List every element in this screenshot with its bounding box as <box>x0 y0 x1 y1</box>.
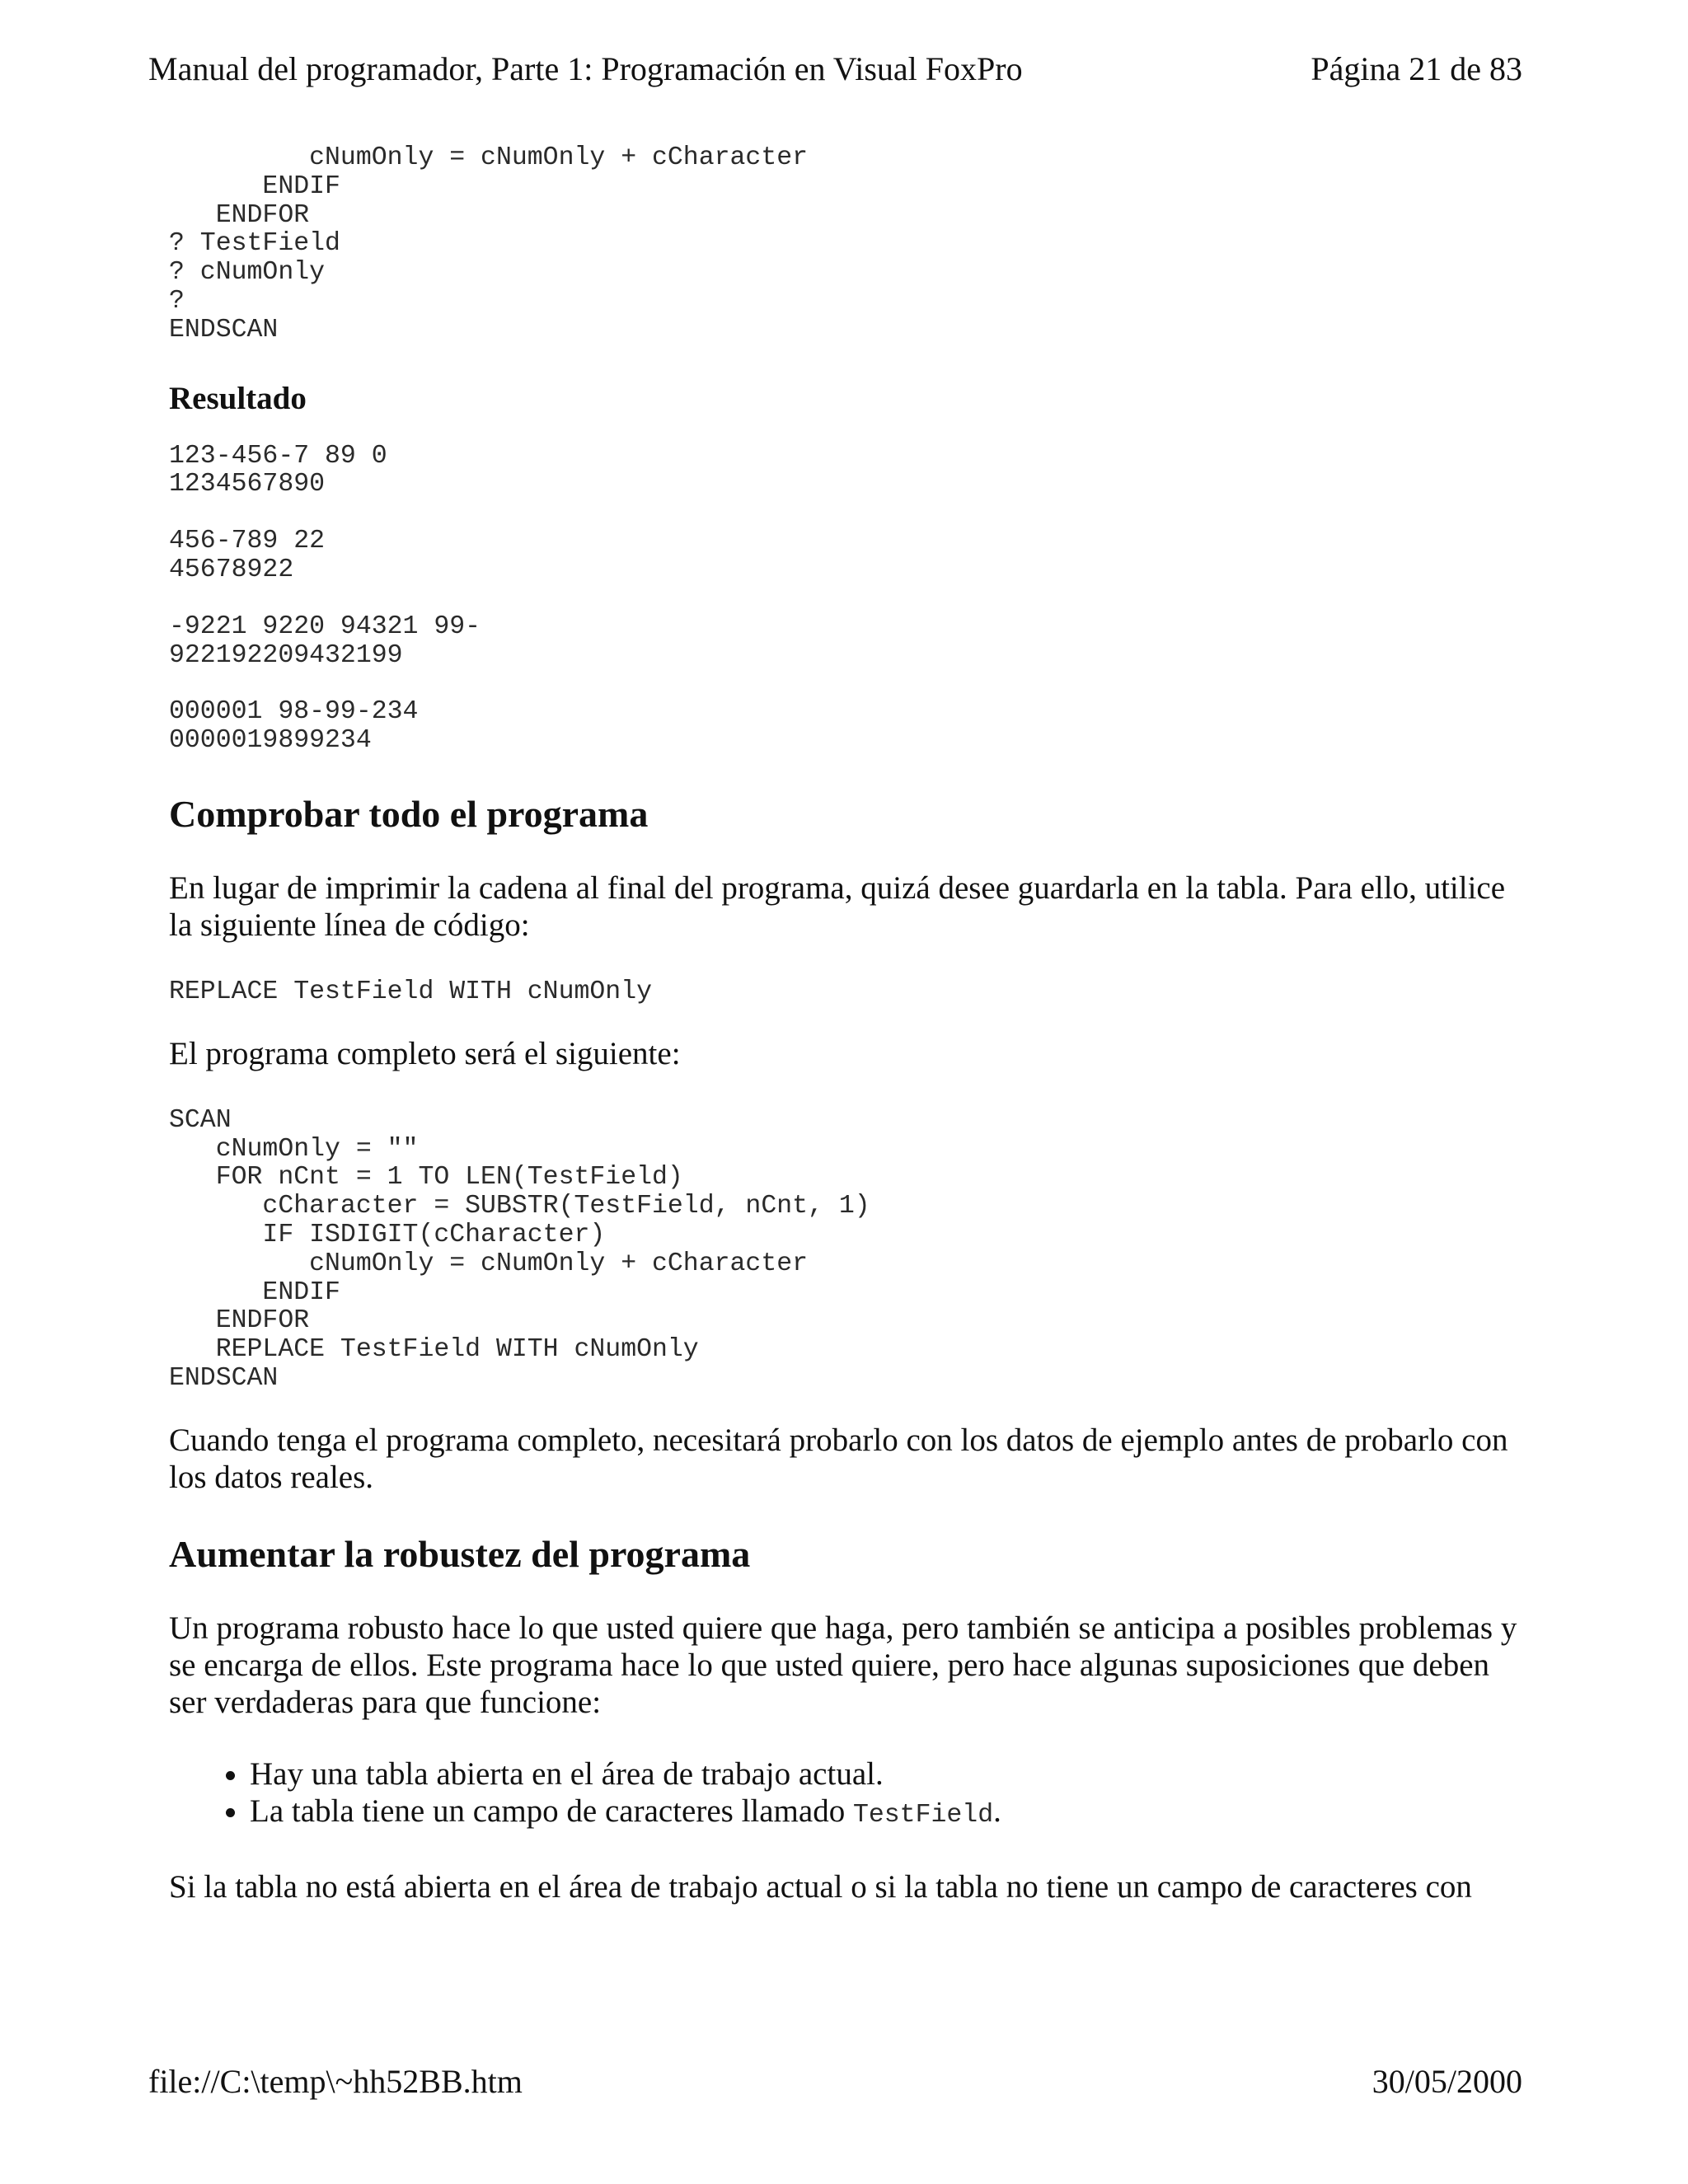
paragraph: Cuando tenga el programa completo, necesitará probarlo con los datos de ejemplo antes de probarlo con los datos reales. <box>169 1422 1508 1495</box>
bullet-text-end: . <box>993 1793 1001 1829</box>
page-header <box>148 49 1522 89</box>
paragraph: Si la tabla no está abierta en el área de trabajo actual o si la tabla no tiene un campo de caracteres con <box>169 1868 1472 1905</box>
result-block: 000001 98-99-234 0000019899234 <box>169 697 419 756</box>
result-block: 123-456-7 89 0 1234567890 <box>169 441 387 499</box>
bullet-text: Hay una tabla abierta en el área de trabajo actual. <box>250 1755 884 1792</box>
document-title: Manual del programador, Parte 1: Programación en Visual FoxPro <box>148 50 1023 87</box>
paragraph: El programa completo será el siguiente: <box>169 1035 681 1071</box>
bullet-item <box>250 1793 1529 1834</box>
paragraph: Un programa robusto hace lo que usted quiere que haga, pero también se anticipa a posibles problemas y se encarga de ellos. Este programa hace lo que usted quiere, pero hace algunas suposiciones que deben ser verdaderas para que funcione: <box>169 1610 1517 1720</box>
bullet-text: La tabla tiene un campo de caracteres llamado <box>250 1793 853 1829</box>
page-content <box>169 144 1529 1940</box>
print-date: 30/05/2000 <box>1372 2063 1522 2100</box>
result-block: 456-789 22 45678922 <box>169 527 326 584</box>
code-block-continued: cNumOnly = cNumOnly + cCharacter ENDIF ENDFOR ? TestField ? cNumOnly ? ENDSCAN <box>169 143 809 344</box>
file-path: file://C:\temp\~hh52BB.htm <box>148 2063 523 2100</box>
code-block: SCAN cNumOnly = "" FOR nCnt = 1 TO LEN(TestField) cCharacter = SUBSTR(TestField, nCnt, 1) IF ISDIGIT(cCharacter) cNumOnly = cNumOnly + cCharacter ENDIF ENDFOR REPLACE TestField WITH cNumOnly ENDSCAN <box>169 1105 870 1393</box>
result-block: -9221 9220 94321 99- 922192209432199 <box>169 612 481 670</box>
section-heading: Comprobar todo el programa <box>169 792 649 835</box>
page-number: Página 21 de 83 <box>1311 50 1522 87</box>
section-heading: Aumentar la robustez del programa <box>169 1532 751 1575</box>
code-line: REPLACE TestField WITH cNumOnly <box>169 977 652 1006</box>
page-footer <box>148 2062 1522 2102</box>
bullet-list <box>169 1755 1529 1834</box>
paragraph: En lugar de imprimir la cadena al final del programa, quizá desee guardarla en la tabla. Para ello, utilice la siguiente línea de código: <box>169 869 1506 943</box>
inline-code: TestField <box>852 1800 994 1830</box>
result-heading: Resultado <box>169 380 307 416</box>
bullet-item <box>250 1755 1529 1793</box>
